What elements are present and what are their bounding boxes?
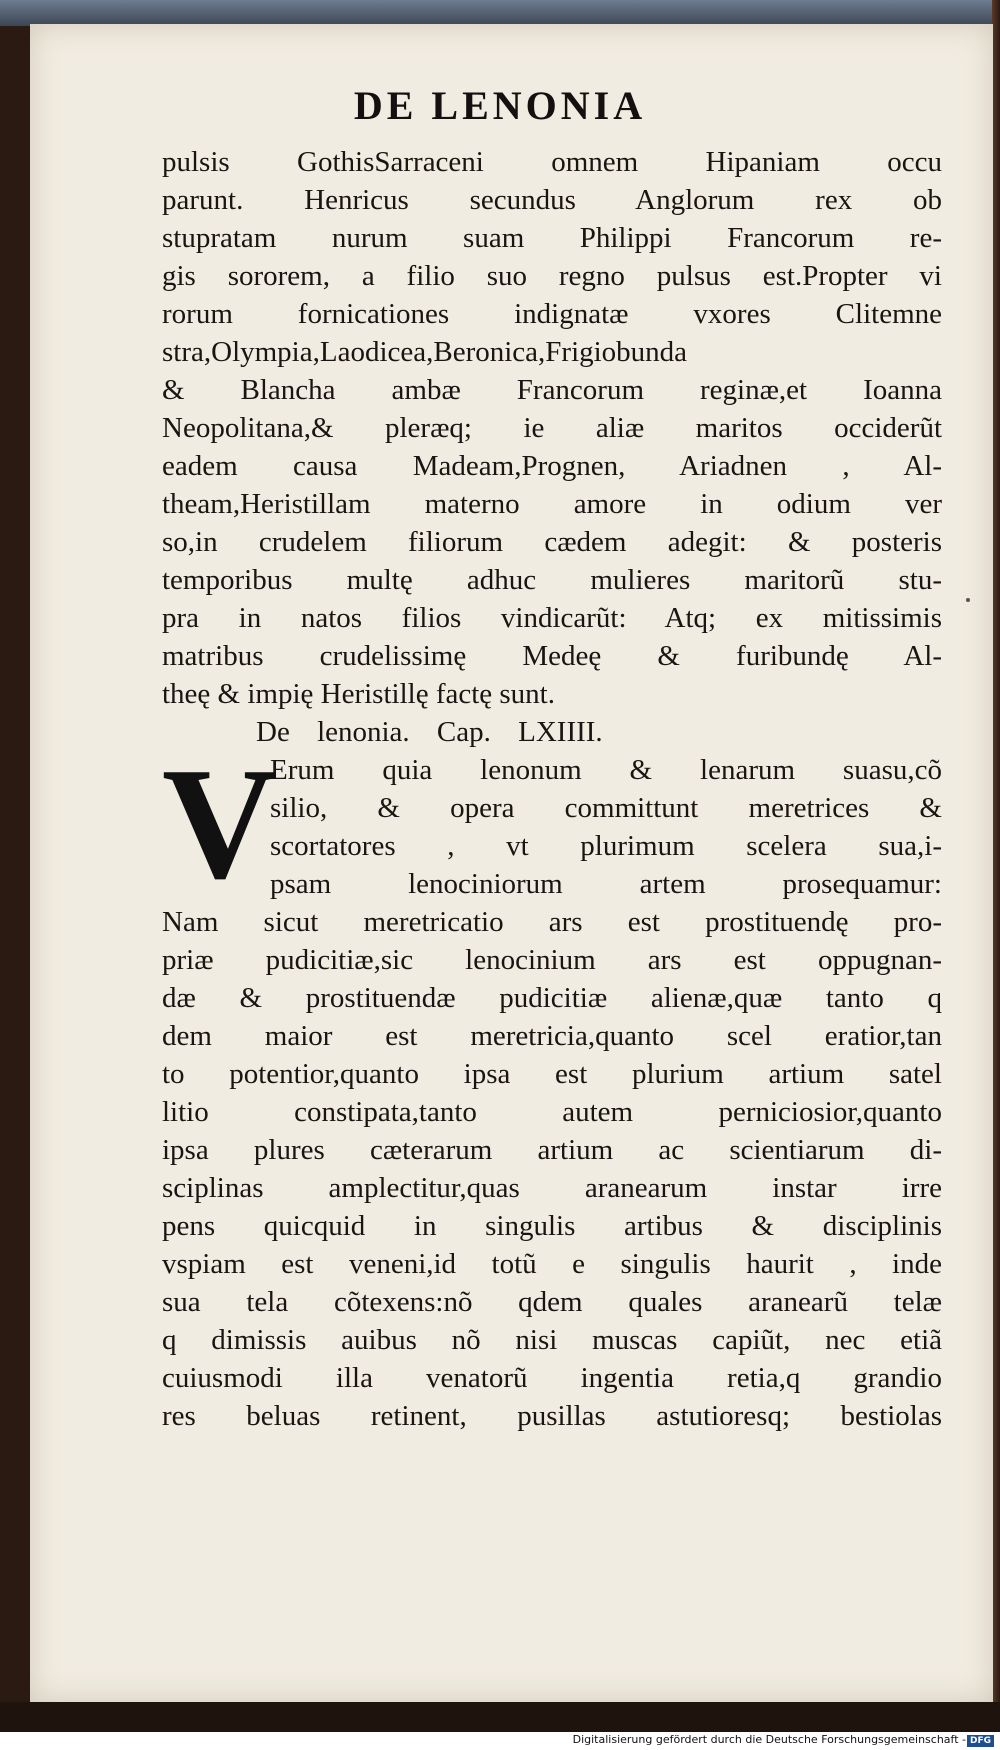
text-line: & Blancha ambæ Francorum reginæ,et Ioanna	[162, 374, 942, 406]
book-edge	[992, 0, 1000, 1720]
text-line: so,in crudelem filiorum cædem adegit: & posteris	[162, 526, 942, 558]
text-line: pens quicquid in singulis artibus & disciplinis	[162, 1210, 942, 1242]
scan-top-edge	[0, 0, 1000, 26]
running-head: DE LENONIA	[353, 83, 647, 128]
text-line: pra in natos filios vindicarũt: Atq; ex mitissimis	[162, 602, 942, 634]
digitization-credit: Digitalisierung gefördert durch die Deutsche Forschungsgemeinschaft -	[572, 1733, 966, 1746]
text-line: temporibus multę adhuc mulieres maritorũ stu-	[162, 564, 942, 596]
chapter-opening	[162, 734, 942, 912]
text-line: eadem causa Madeam,Prognen, Ariadnen , Al-	[162, 450, 942, 482]
scan-bottom-edge	[0, 1702, 1000, 1732]
text-line: theę & impię Heristillę factę sunt.	[162, 678, 555, 710]
text-line: rorum fornicationes indignatæ vxores Clitemne	[162, 298, 942, 330]
text-line: theam,Heristillam materno amore in odium ver	[162, 488, 942, 520]
text-line: scortatores , vt plurimum scelera sua,i-	[270, 830, 942, 862]
chapter-heading: De lenonia. Cap. LXIIII.	[256, 716, 603, 748]
text-line: sciplinas amplectitur,quas aranearum instar irre	[162, 1172, 942, 1204]
text-line: sua tela cõtexens:nõ qdem quales aranearũ telæ	[162, 1286, 942, 1318]
text-line: gis sororem, a filio suo regno pulsus est.Propter vi	[162, 260, 942, 292]
text-line: res beluas retinent, pusillas astutioresq; bestiolas	[162, 1400, 942, 1432]
drop-capital: V	[162, 734, 278, 912]
text-line: to potentior,quanto ipsa est plurium artium satel	[162, 1058, 942, 1090]
text-line: dem maior est meretricia,quanto scel eratior,tan	[162, 1020, 942, 1052]
text-line: dæ & prostituendæ pudicitiæ alienæ,quæ tanto q	[162, 982, 942, 1014]
text-line: Erum quia lenonum & lenarum suasu,cõ	[270, 754, 942, 786]
text-line: litio constipata,tanto autem perniciosior,quanto	[162, 1096, 942, 1128]
text-line: parunt. Henricus secundus Anglorum rex ob	[162, 184, 942, 216]
text-line: priæ pudicitiæ,sic lenocinium ars est oppugnan-	[162, 944, 942, 976]
text-line: q dimissis auibus nõ nisi muscas capiũt, nec etiã	[162, 1324, 942, 1356]
text-line: stra,Olympia,Laodicea,Beronica,Frigiobunda	[162, 336, 688, 368]
dfg-logo: DFG	[967, 1735, 994, 1747]
text-line: vspiam est veneni,id totũ e singulis haurit , inde	[162, 1248, 942, 1280]
paragraph-top	[162, 143, 942, 713]
text-line: silio, & opera committunt meretrices &	[270, 792, 942, 824]
text-line: cuiusmodi illa venatorũ ingentia retia,q grandio	[162, 1362, 942, 1394]
text-line: pulsis GothisSarraceni omnem Hipaniam occu	[162, 146, 942, 178]
text-line: matribus crudelissimę Medeę & furibundę Al-	[162, 640, 942, 672]
text-line: ipsa plures cæterarum artium ac scientiarum di-	[162, 1134, 942, 1166]
text-line: Nam sicut meretricatio ars est prostituendę pro-	[162, 906, 942, 938]
text-line: stupratam nurum suam Philippi Francorum re-	[162, 222, 942, 254]
ink-speck	[966, 598, 970, 602]
paragraph-bottom	[162, 903, 942, 1435]
text-line: psam lenociniorum artem prosequamur:	[270, 868, 942, 900]
text-line: Neopolitana,& pleræq; ie aliæ maritos occiderũt	[162, 412, 942, 444]
text-block	[162, 143, 942, 1435]
